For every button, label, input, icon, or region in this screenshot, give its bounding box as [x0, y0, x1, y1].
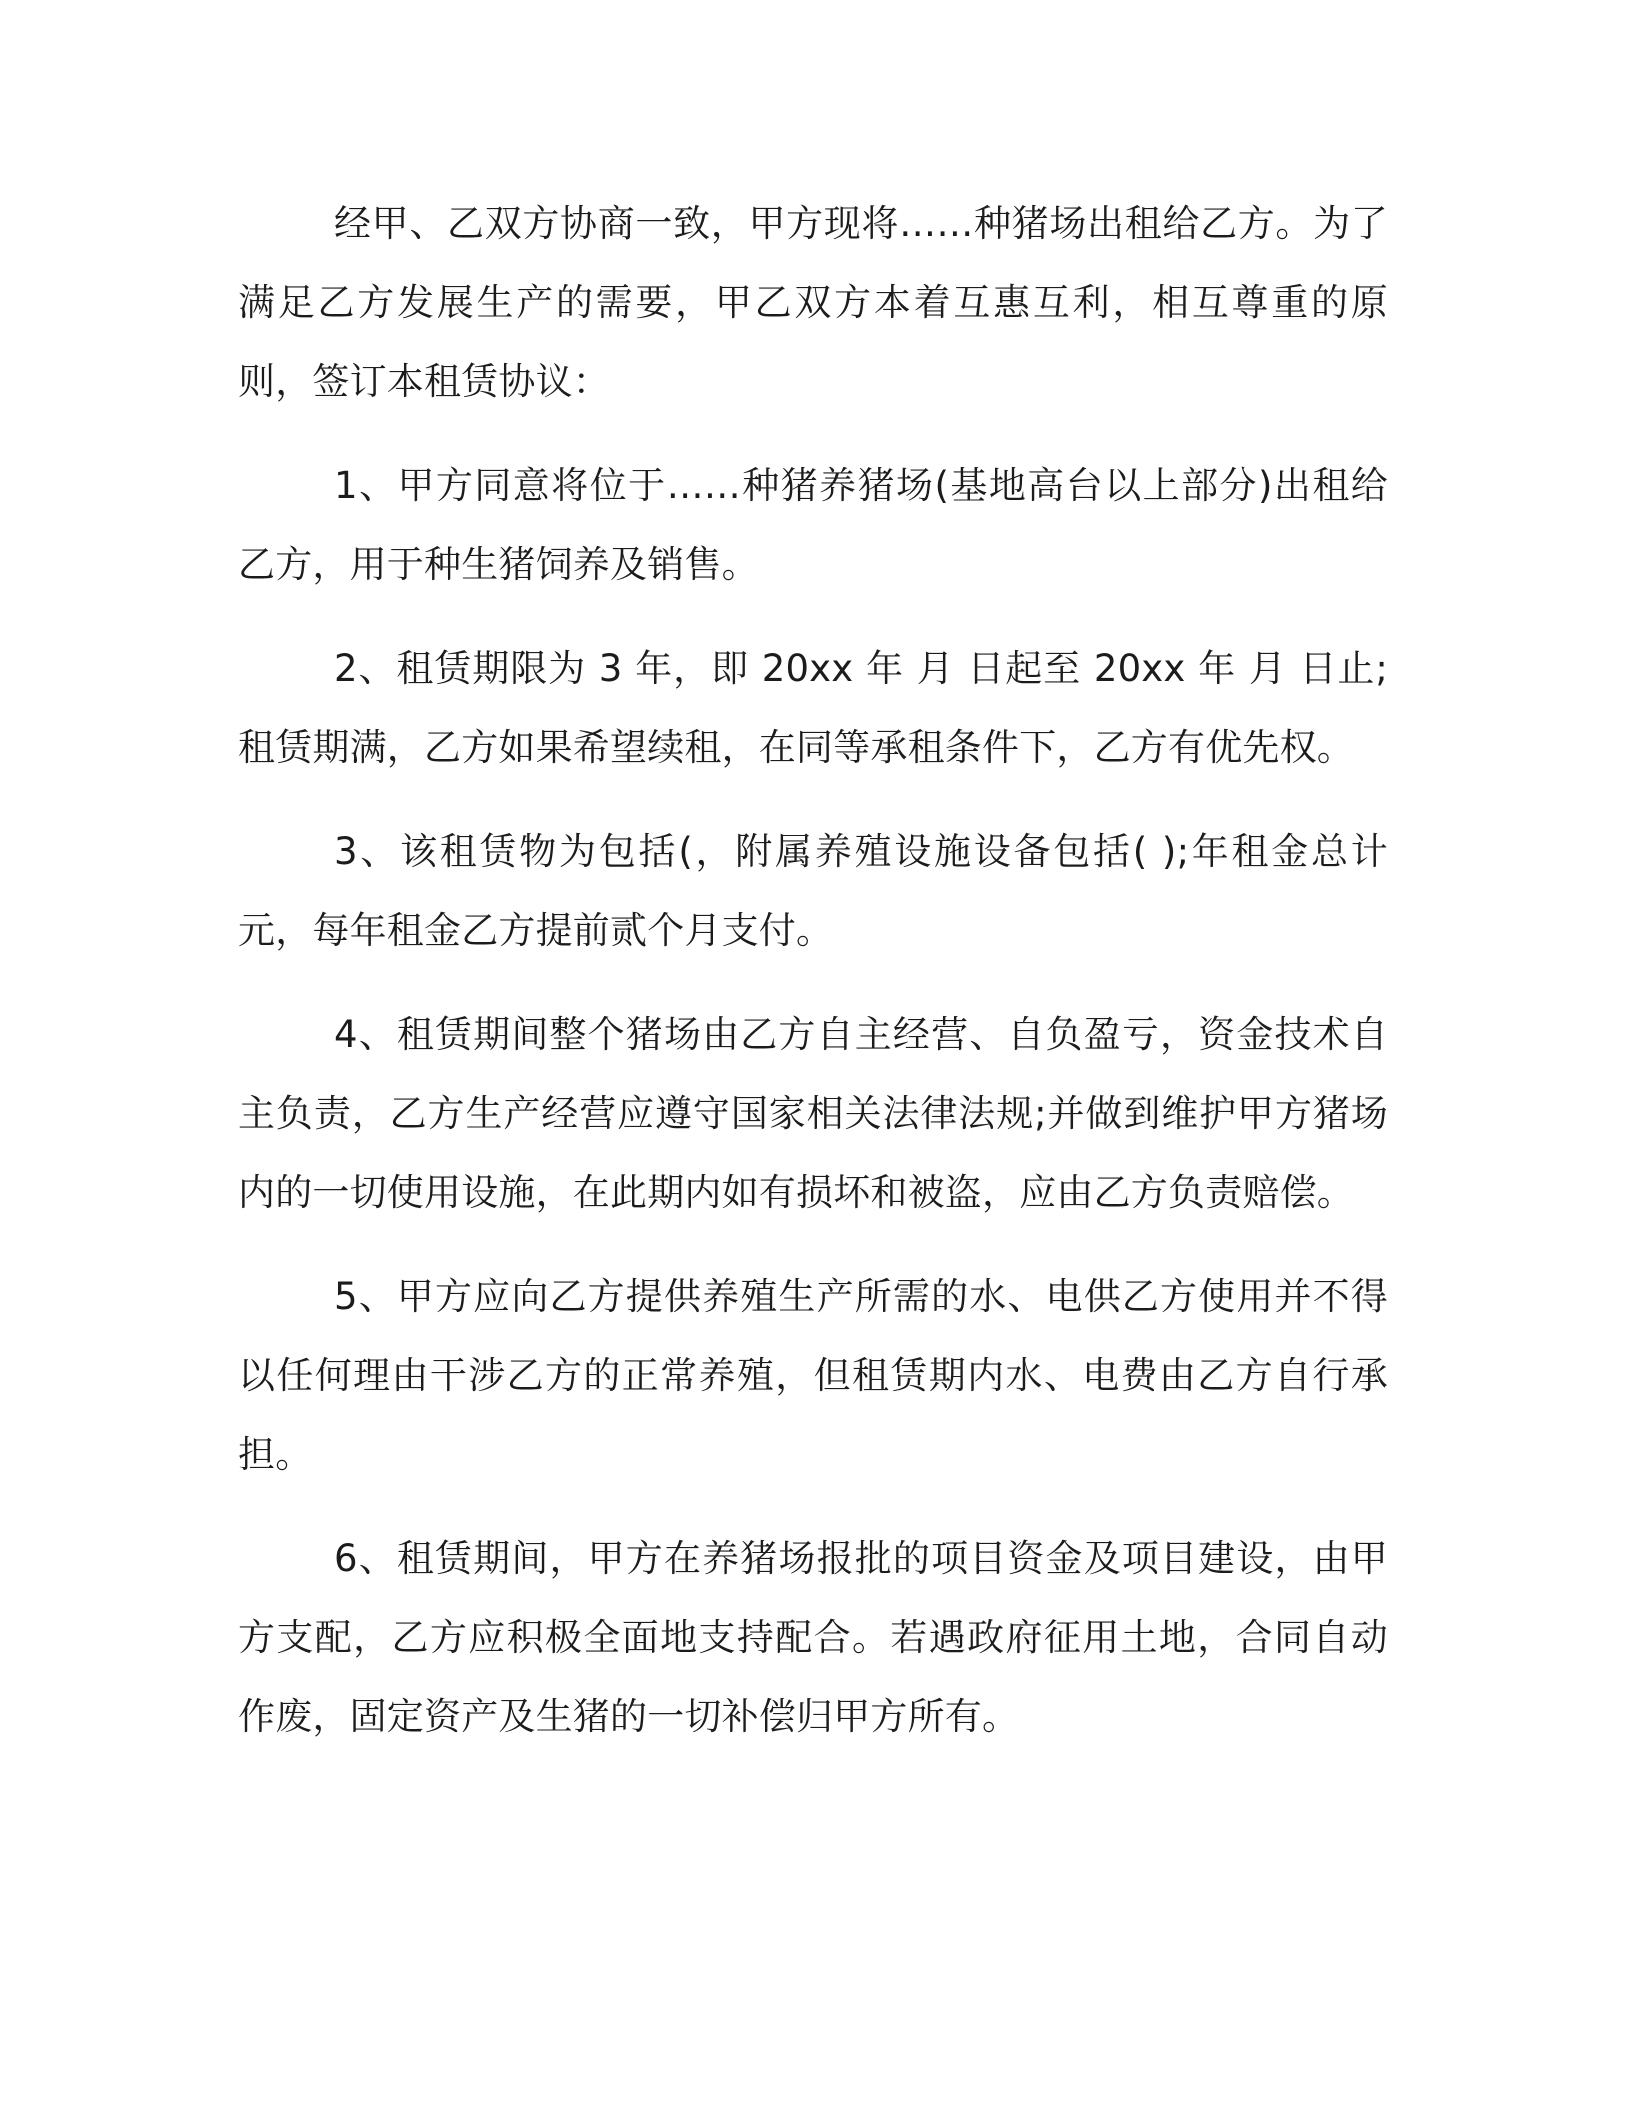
intro-paragraph: 经甲、乙双方协商一致，甲方现将……种猪场出租给乙方。为了满足乙方发展生产的需要，甲乙双方本着互惠互利，相互尊重的原则，签订本租赁协议： — [238, 202, 1388, 403]
clause-2-paragraph: 2、租赁期限为 3 年，即 20xx 年 月 日起至 20xx 年 月 日止;租赁期满，乙方如果希望续租，在同等承租条件下，乙方有优先权。 — [238, 647, 1388, 769]
clause-3-paragraph: 3、该租赁物为包括(，附属养殖设施设备包括( );年租金总计元，每年租金乙方提前贰个月支付。 — [238, 830, 1388, 952]
clause-4-paragraph: 4、租赁期间整个猪场由乙方自主经营、自负盈亏，资金技术自主负责，乙方生产经营应遵守国家相关法律法规;并做到维护甲方猪场内的一切使用设施，在此期内如有损坏和被盗，应由乙方负责赔偿。 — [238, 1013, 1388, 1214]
clause-5-paragraph: 5、甲方应向乙方提供养殖生产所需的水、电供乙方使用并不得以任何理由干涉乙方的正常养殖，但租赁期内水、电费由乙方自行承担。 — [238, 1275, 1388, 1476]
document-body — [238, 184, 1388, 1781]
clause-6-paragraph: 6、租赁期间，甲方在养猪场报批的项目资金及项目建设，由甲方支配，乙方应积极全面地支持配合。若遇政府征用土地，合同自动作废，固定资产及生猪的一切补偿归甲方所有。 — [238, 1537, 1388, 1738]
clause-1-paragraph: 1、甲方同意将位于……种猪养猪场(基地高台以上部分)出租给乙方，用于种生猪饲养及销售。 — [238, 464, 1388, 586]
